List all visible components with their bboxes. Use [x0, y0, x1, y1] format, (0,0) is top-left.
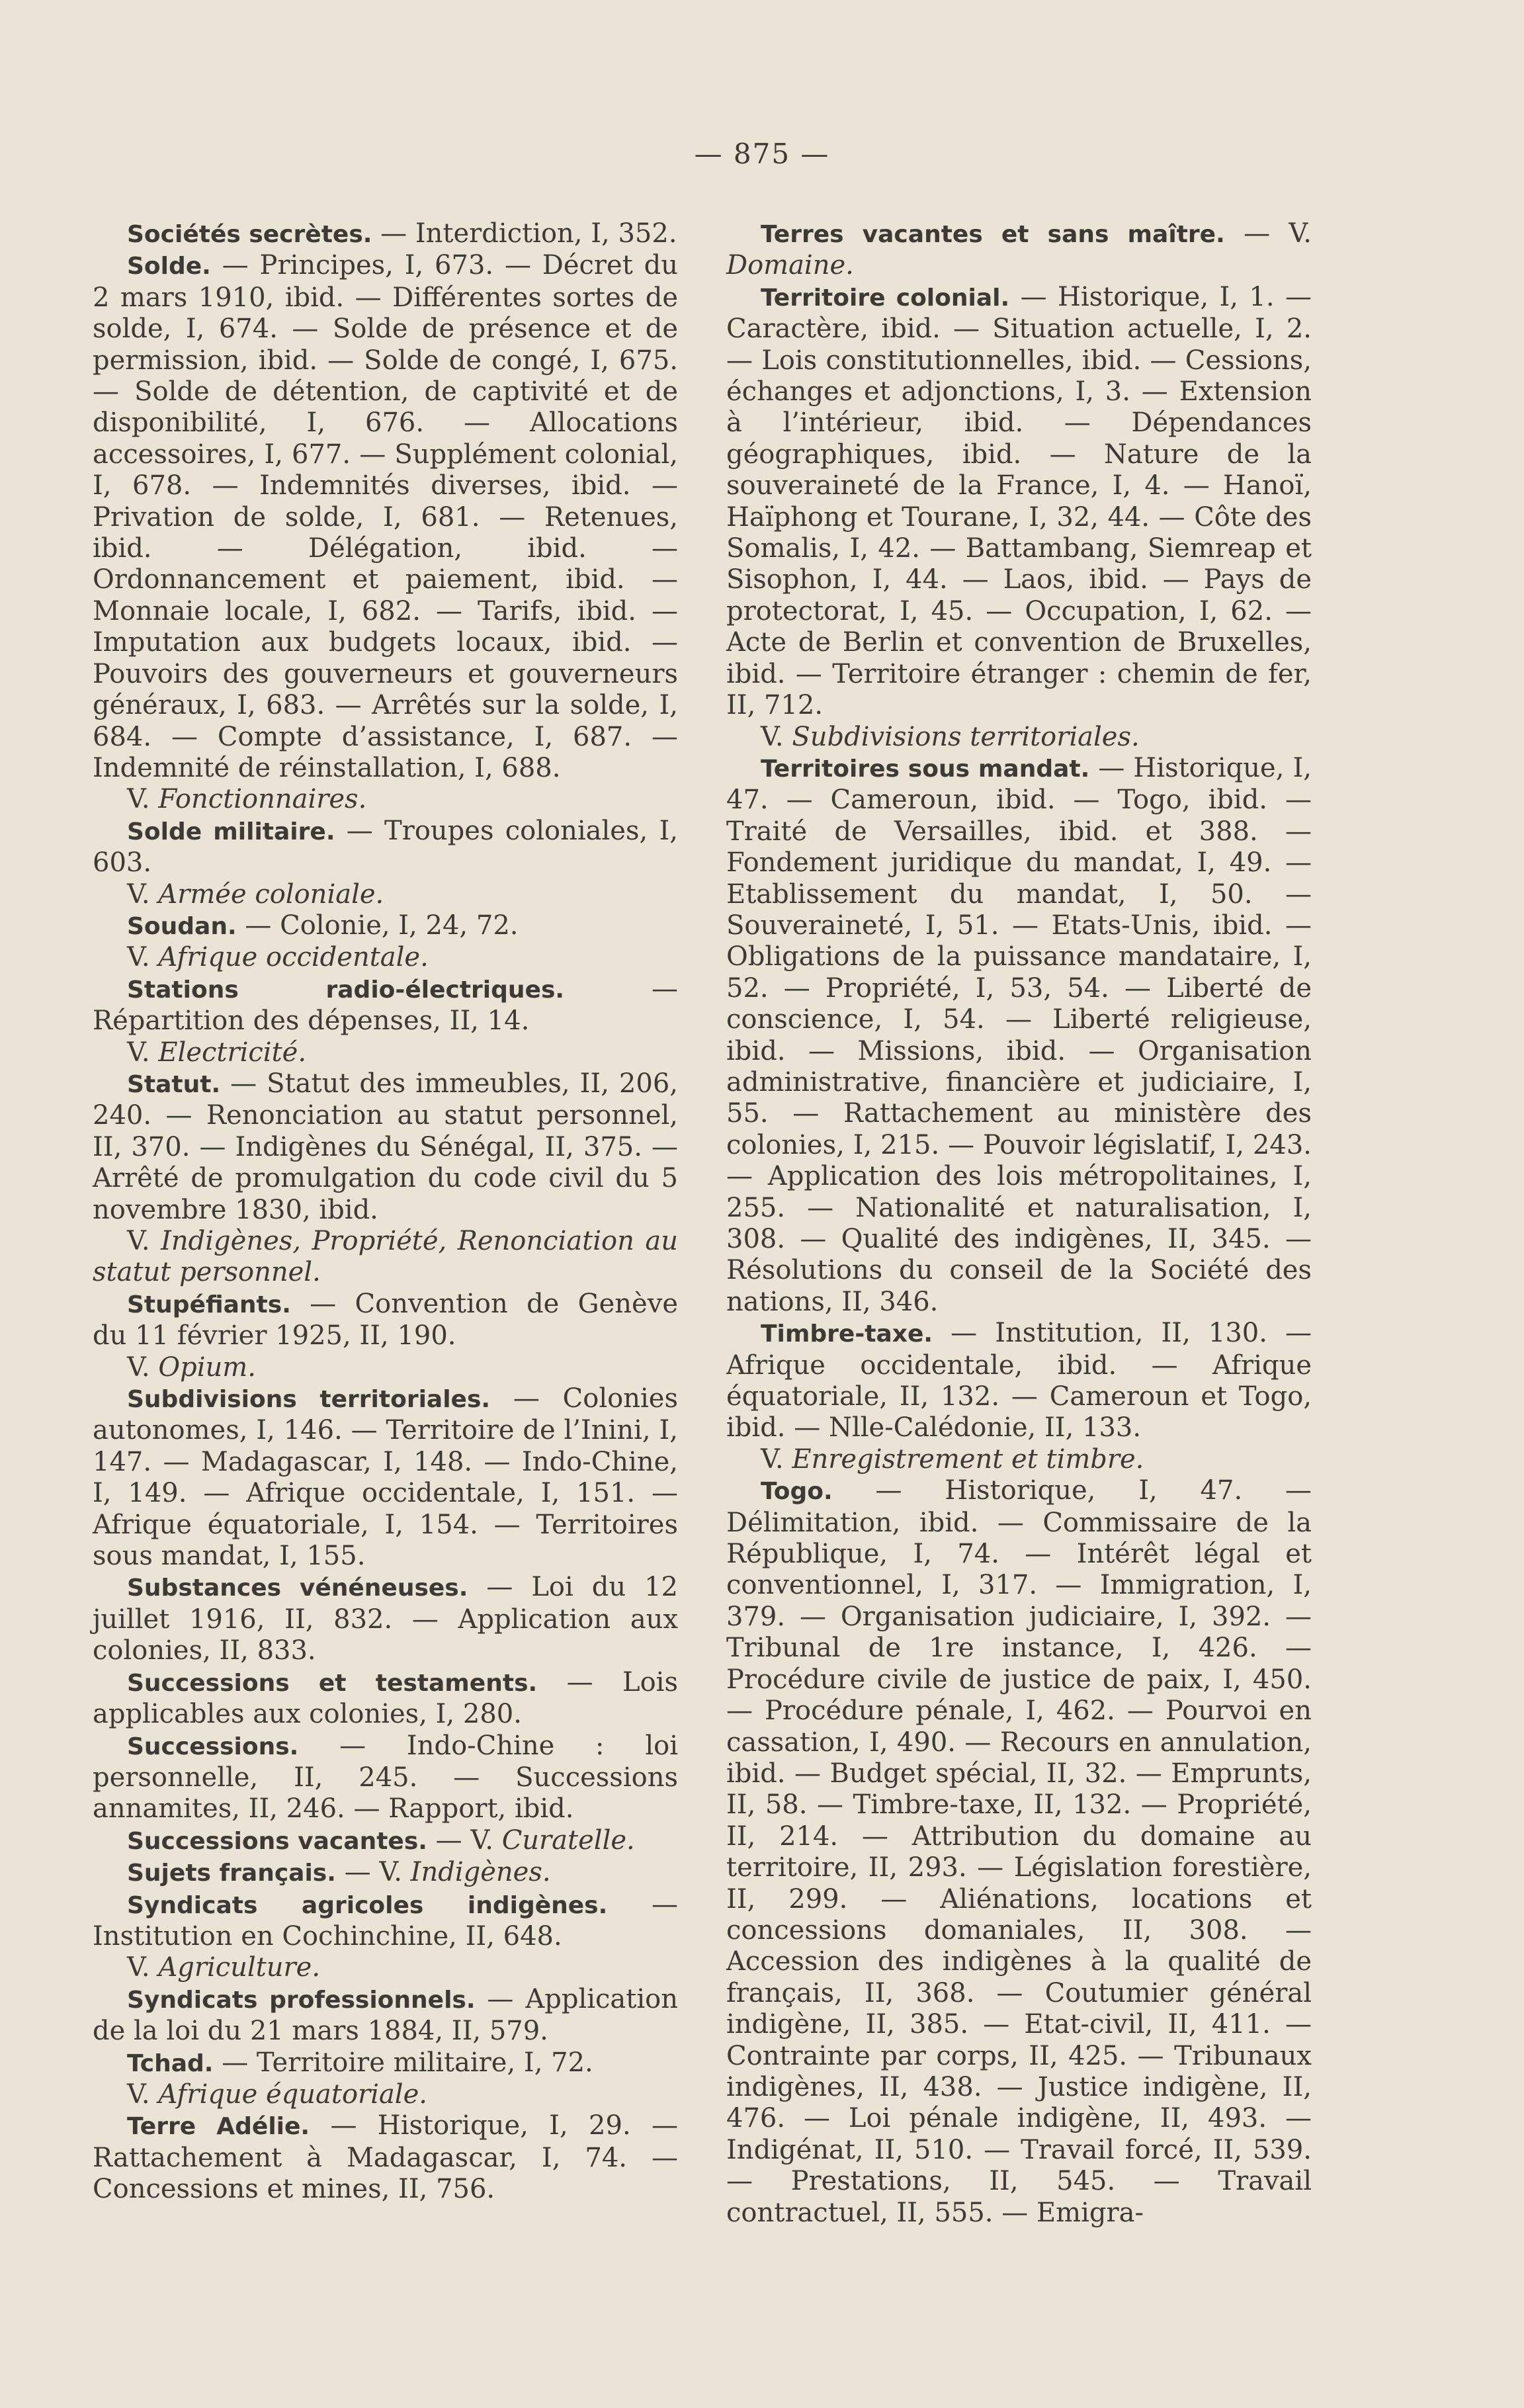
- entry-heading: Terre Adélie.: [127, 2113, 310, 2141]
- cross-reference: Domaine.: [726, 250, 854, 281]
- see-label: V.: [761, 1443, 792, 1475]
- see-label: V.: [127, 1952, 159, 1983]
- see-also-entry: [726, 1444, 1312, 1475]
- entry-heading: Togo.: [761, 1478, 833, 1506]
- index-entry: [93, 1383, 678, 1572]
- see-also-entry: [93, 942, 678, 973]
- see-also-entry: [93, 879, 678, 910]
- entry-text: — Troupes coloniales, I, 603.: [93, 815, 679, 879]
- entry-text: — Historique, I, 1. — Caractère, ibid. — Situation actuelle, I, 2. — Lois constitutionnelles, ibid. — Cessions, échanges et adjonctions, I, 3. — Extension à l’intérieur, ibid. — Dépendances géographiques, ibid. — Nature de la souveraineté de la France, I, 4. — Hanoï, Haïphong et Tourane, I, 32, 44. — Côte des Somalis, I, 42. — Battambang, Siemreap et Sisophon, I, 44. — Laos, ibid. — Pays de protectorat, I, 45. — Occupation, I, 62. — Acte de Berlin et convention de Bruxelles, ibid. — Territoire étranger : chemin de fer, II, 712.: [726, 281, 1312, 721]
- entry-heading: Timbre-taxe.: [761, 1320, 933, 1348]
- index-entry: [93, 1667, 678, 1731]
- index-entry: [93, 1984, 678, 2047]
- entry-heading: Successions et testaments.: [127, 1669, 538, 1697]
- index-entry: [93, 1289, 678, 1352]
- entry-text: — Loi du 12 juillet 1916, II, 832. — Application aux colonies, II, 833.: [93, 1572, 679, 1666]
- index-entry: [726, 282, 1312, 722]
- index-entry: [93, 250, 678, 784]
- index-entry: [93, 1731, 678, 1825]
- cross-reference: Curatelle.: [501, 1825, 635, 1856]
- entry-text: — Indo-Chine : loi personnelle, II, 245. — Successions annamites, II, 246. — Rapport, ibid.: [93, 1730, 678, 1825]
- cross-reference: Armée coloniale.: [158, 879, 384, 910]
- cross-reference: Fonctionnaires.: [158, 784, 367, 815]
- entry-heading: Stupéfiants.: [127, 1291, 291, 1318]
- entry-text: — V.: [427, 1825, 502, 1856]
- entry-heading: Subdivisions territoriales.: [127, 1386, 491, 1414]
- entry-text: — V.: [1224, 218, 1312, 249]
- cross-reference: Agriculture.: [158, 1952, 321, 1983]
- see-label: V.: [127, 942, 159, 973]
- left-column: [93, 218, 678, 2206]
- see-label: V.: [127, 1037, 159, 1068]
- index-entry: [93, 1889, 678, 1953]
- see-also-entry: [93, 2079, 678, 2110]
- see-label: V.: [127, 784, 159, 815]
- see-also-entry: [93, 1226, 678, 1289]
- entry-text: — Principes, I, 673. — Décret du 2 mars 1910, ibid. — Différentes sortes de solde, I, 674. — Solde de présence et de permission, ibid. — Solde de congé, I, 675. — Solde de détention, de captivité et de disponibilité, I, 676. — Allocations accessoires, I, 677. — Supplément colonial, I, 678. — Indemnités diverses, ibid. — Privation de solde, I, 681. — Retenues, ibid. — Délégation, ibid. — Ordonnancement et paiement, ibid. — Monnaie locale, I, 682. — Tarifs, ibid. — Imputation aux budgets locaux, ibid. — Pouvoirs des gouverneurs et gouverneurs généraux, I, 683. — Arrêtés sur la solde, I, 684. — Compte d’assistance, I, 687. — Indemnité de réinstallation, I, 688.: [93, 250, 678, 783]
- see-label: V.: [761, 721, 792, 752]
- index-entry: [726, 1475, 1312, 2229]
- cross-reference: Indigènes.: [410, 1857, 551, 1888]
- see-label: V.: [127, 2079, 159, 2110]
- cross-reference: Electricité.: [158, 1037, 307, 1068]
- entry-text: — Convention de Genève du 11 février 1925, II, 190.: [93, 1288, 678, 1352]
- entry-text: — V.: [335, 1857, 411, 1888]
- entry-text: — Interdiction, I, 352.: [372, 218, 677, 249]
- entry-heading: Territoire colonial.: [761, 284, 1010, 312]
- index-entry: [93, 1825, 678, 1857]
- entry-heading: Successions.: [127, 1733, 299, 1760]
- see-label: V.: [127, 1352, 159, 1383]
- cross-reference: Indigènes, Propriété, Renonciation au statut personnel.: [93, 1226, 678, 1288]
- cross-reference: Afrique occidentale.: [158, 942, 429, 973]
- entry-text: — Institution en Cochinchine, II, 648.: [93, 1889, 679, 1952]
- entry-text: — Lois applicables aux colonies, I, 280.: [93, 1666, 678, 1730]
- entry-text: — Historique, I, 47. — Cameroun, ibid. — Togo, ibid. — Traité de Versailles, ibid. et 388. — Fondement juridique du mandat, I, 49. — Etablissement du mandat, I, 50. — Souveraineté, I, 51. — Etats-Unis, ibid. — Obligations de la puissance mandataire, I, 52. — Propriété, I, 53, 54. — Liberté de conscience, I, 54. — Liberté religieuse, ibid. — Missions, ibid. — Organisation administrative, financière et judiciaire, I, 55. — Rattachement au ministère des colonies, I, 215. — Pouvoir législatif, I, 243. — Application des lois métropolitaines, I, 255. — Nationalité et naturalisation, I, 308. — Qualité des indigènes, II, 345. — Résolutions du conseil de la Société des nations, II, 346.: [726, 752, 1312, 1317]
- entry-heading: Sujets français.: [127, 1860, 336, 1887]
- entry-heading: Tchad.: [127, 2049, 214, 2077]
- index-entry: [93, 1572, 678, 1666]
- cross-reference: Enregistrement et timbre.: [792, 1443, 1144, 1475]
- entry-heading: Stations radio-électriques.: [127, 976, 565, 1004]
- entry-heading: Syndicats professionnels.: [127, 1986, 476, 2014]
- see-also-entry: [93, 1037, 678, 1068]
- entry-heading: Sociétés secrètes.: [127, 221, 372, 248]
- entry-heading: Solde militaire.: [127, 818, 335, 845]
- entry-text: — Territoire militaire, I, 72.: [213, 2047, 593, 2078]
- see-also-entry: [93, 784, 678, 815]
- index-entry: [93, 218, 678, 250]
- cross-reference: Opium.: [158, 1352, 256, 1383]
- entry-text: — Historique, I, 29. — Rattachement à Madagascar, I, 74. — Concessions et mines, II, 756.: [93, 2110, 679, 2205]
- page-number: — 875 —: [694, 138, 830, 170]
- index-entry: [726, 753, 1312, 1318]
- entry-heading: Successions vacantes.: [127, 1827, 427, 1855]
- index-entry: [93, 816, 678, 879]
- index-entry: [726, 1318, 1312, 1444]
- index-entry: [726, 218, 1312, 282]
- entry-heading: Terres vacantes et sans maître.: [761, 221, 1225, 248]
- see-label: V.: [127, 1226, 161, 1256]
- entry-heading: Solde.: [127, 253, 211, 280]
- entry-heading: Substances vénéneuses.: [127, 1574, 468, 1602]
- entry-text: — Institution, II, 130. — Afrique occidentale, ibid. — Afrique équatoriale, II, 132. — Cameroun et Togo, ibid. — Nlle-Calédonie, II, 133.: [726, 1318, 1312, 1443]
- entry-text: — Répartition des dépenses, II, 14.: [93, 973, 678, 1037]
- entry-heading: Statut.: [127, 1070, 221, 1098]
- see-label: V.: [127, 879, 159, 910]
- see-also-entry: [93, 1952, 678, 1983]
- entry-text: — Colonies autonomes, I, 146. — Territoire de l’Inini, I, 147. — Madagascar, I, 148. — Indo-Chine, I, 149. — Afrique occidentale, I, 151. — Afrique équatoriale, I, 154. — Territoires sous mandat, I, 155.: [93, 1383, 678, 1572]
- right-column: [726, 218, 1312, 2229]
- see-also-entry: [726, 722, 1312, 753]
- cross-reference: Afrique équatoriale.: [158, 2079, 427, 2110]
- cross-reference: Subdivisions territoriales.: [792, 721, 1140, 752]
- index-entry: [93, 910, 678, 942]
- entry-heading: Territoires sous mandat.: [761, 755, 1090, 783]
- index-entry: [93, 1068, 678, 1226]
- index-entry: [93, 2110, 678, 2205]
- entry-heading: Soudan.: [127, 912, 237, 940]
- index-entry: [93, 1857, 678, 1889]
- index-entry: [93, 2047, 678, 2079]
- entry-text: — Colonie, I, 24, 72.: [236, 910, 519, 941]
- index-entry: [93, 974, 678, 1037]
- entry-heading: Syndicats agricoles indigènes.: [127, 1891, 608, 1919]
- see-also-entry: [93, 1352, 678, 1383]
- entry-text: — Statut des immeubles, II, 206, 240. — Renonciation au statut personnel, II, 370. — Indigènes du Sénégal, II, 375. — Arrêté de promulgation du code civil du 5 novembre 1830, ibid.: [93, 1068, 678, 1225]
- entry-text: — Historique, I, 47. — Délimitation, ibid. — Commissaire de la République, I, 74. — Intérêt légal et conventionnel, I, 317. — Immigration, I, 379. — Organisation judiciaire, I, 392. — Tribunal de 1re instance, I, 426. — Procédure civile de justice de paix, I, 450. — Procédure pénale, I, 462. — Pourvoi en cassation, I, 490. — Recours en annulation, ibid. — Budget spécial, II, 32. — Emprunts, II, 58. — Timbre-taxe, II, 132. — Propriété, II, 214. — Attribution du domaine au territoire, II, 293. — Législation forestière, II, 299. — Aliénations, locations et concessions domaniales, II, 308. — Accession des indigènes à la qualité de français, II, 368. — Coutumier général indigène, II, 385. — Etat-civil, II, 411. — Contrainte par corps, II, 425. — Tribunaux indigènes, II, 438. — Justice indigène, II, 476. — Loi pénale indigène, II, 493. — Indigénat, II, 510. — Travail forcé, II, 539. — Prestations, II, 545. — Travail contractuel, II, 555. — Emigra-: [726, 1475, 1312, 2228]
- entry-text: — Application de la loi du 21 mars 1884, II, 579.: [93, 1983, 678, 2047]
